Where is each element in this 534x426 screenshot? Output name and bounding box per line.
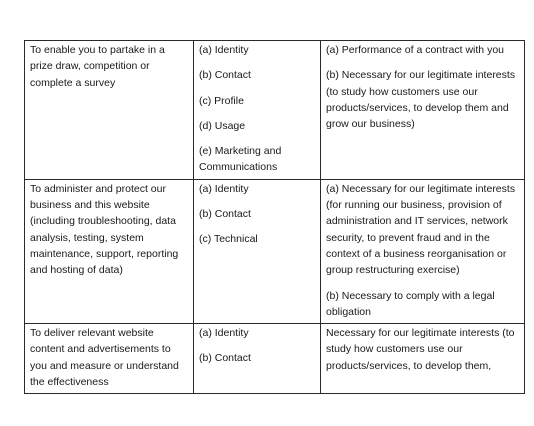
- lawful-basis-item: (b) Necessary for our legitimate interests (to study how customers use our products/services, to develop them and grow our business): [326, 69, 516, 131]
- data-type-item: (a) Identity: [199, 44, 249, 56]
- purpose-cell: [25, 41, 194, 180]
- table-row: [25, 179, 525, 323]
- purpose-text: To enable you to partake in a prize draw, competition or complete a survey: [30, 44, 165, 89]
- data-type-item: (d) Usage: [199, 119, 246, 132]
- data-type-item: (a) Identity: [199, 327, 249, 340]
- lawful-basis-item: (b) Necessary to comply with a legal obligation: [326, 289, 495, 318]
- data-type-item: (b) Contact: [199, 208, 251, 221]
- data-type-cell: [194, 324, 321, 394]
- purpose-lawful-basis-table: [24, 40, 525, 394]
- data-type-item: (b) Contact: [199, 352, 251, 365]
- purpose-text: To administer and protect our business and this website (including troubleshooting, data analysis, testing, system maintenance, support, reporting and hosting of data): [30, 182, 179, 277]
- data-type-item: (c) Technical: [199, 233, 258, 246]
- lawful-basis-cell: [321, 41, 525, 180]
- table-row: [25, 324, 525, 394]
- data-type-cell: [194, 41, 321, 180]
- purpose-cell: [25, 324, 194, 394]
- data-type-item: (e) Marketing and Communications: [199, 145, 282, 174]
- data-type-item: (a) Identity: [199, 182, 249, 195]
- purpose-cell: [25, 179, 194, 323]
- lawful-basis-item: Necessary for our legitimate interests (to study how customers use our products/services, to develop them,: [326, 327, 515, 372]
- data-type-item: (b) Contact: [199, 69, 251, 82]
- lawful-basis-item: (a) Necessary for our legitimate interests (for running our business, provision of administration and IT services, network security, to prevent fraud and in the context of a business reorganisation or group restructuring exercise): [326, 182, 516, 277]
- data-type-cell: [194, 179, 321, 323]
- lawful-basis-item: (a) Performance of a contract with you: [326, 44, 504, 56]
- lawful-basis-cell: [321, 324, 525, 394]
- table-row: [25, 41, 525, 180]
- data-type-item: (c) Profile: [199, 94, 244, 107]
- purpose-text: To deliver relevant website content and advertisements to you and measure or understand the effectiveness: [30, 327, 179, 389]
- lawful-basis-cell: [321, 179, 525, 323]
